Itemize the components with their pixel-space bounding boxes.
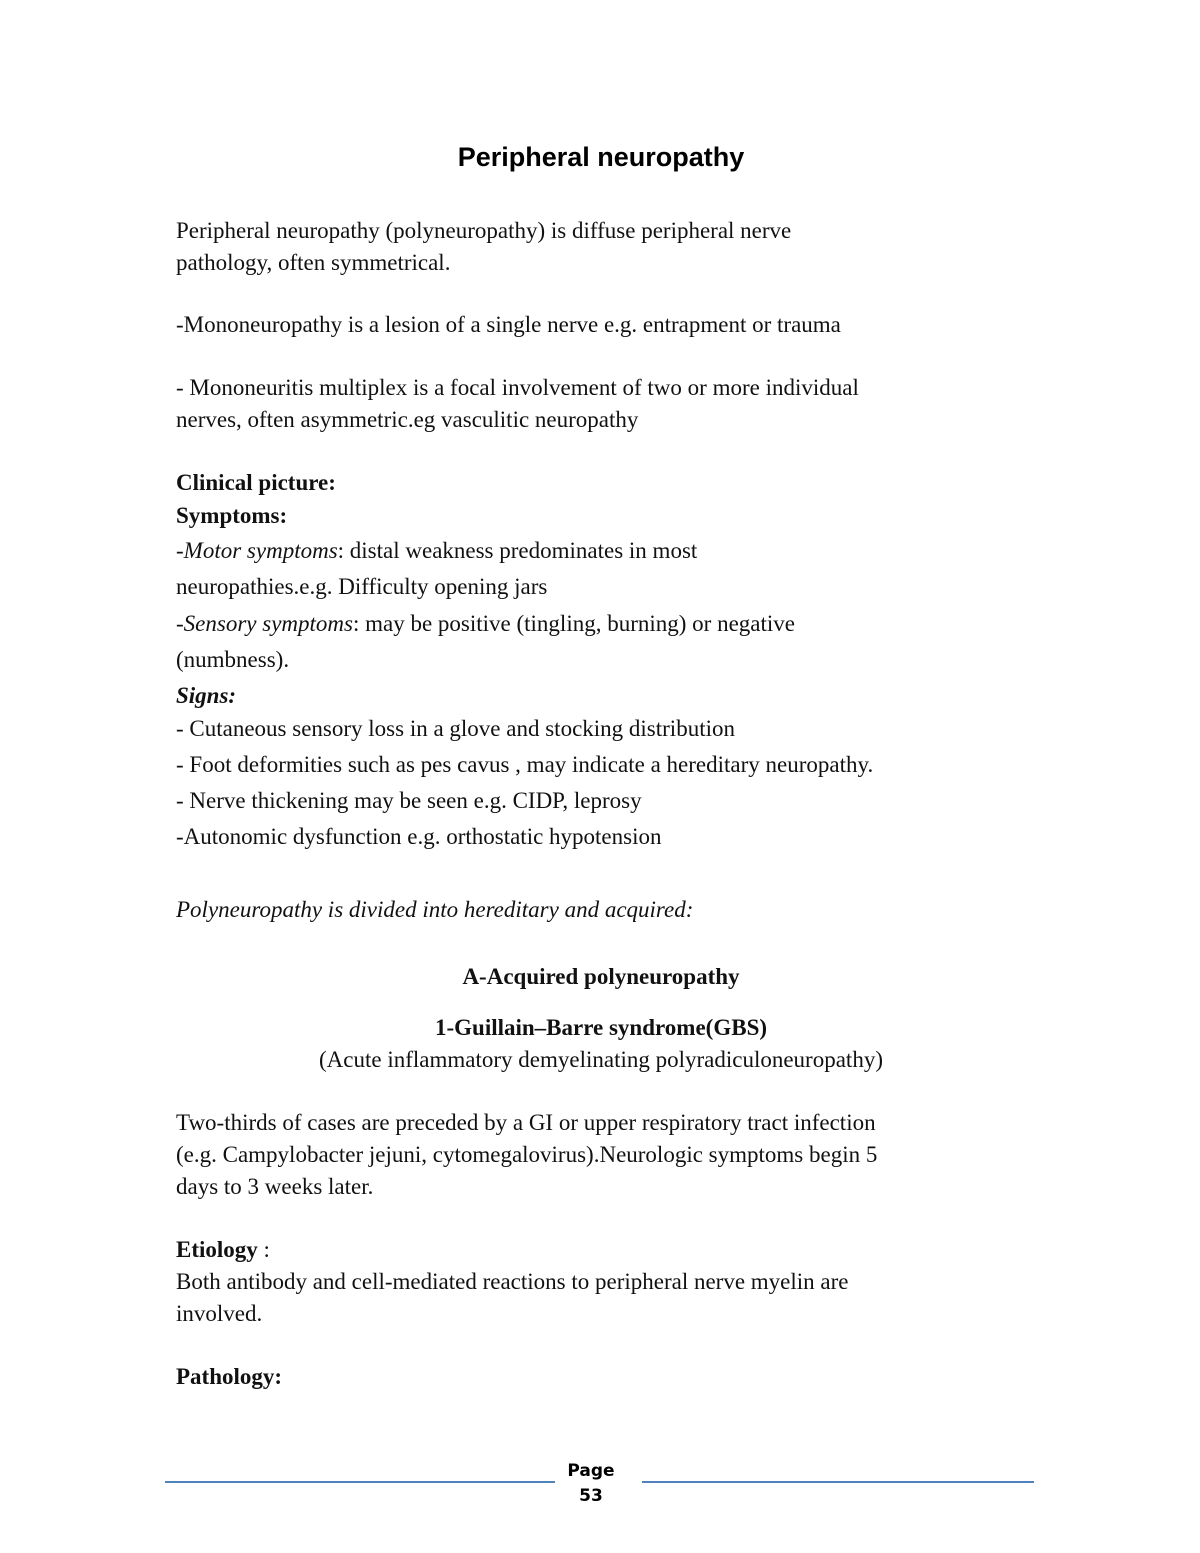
signs-heading: [176, 681, 236, 711]
sensory-symptoms-label: Sensory symptoms: [183, 611, 353, 636]
motor-symptoms-label: Motor symptoms: [183, 538, 338, 563]
intro-line-1: Peripheral neuropathy (polyneuropathy) is diffuse peripheral nerve: [176, 218, 792, 243]
etiology-colon: :: [257, 1237, 270, 1262]
footer-rule-left: [165, 1481, 555, 1483]
signs-label: Signs:: [176, 683, 237, 708]
sign-item: -Autonomic dysfunction e.g. orthostatic hypotension: [176, 824, 662, 849]
footer-rule-right: [642, 1481, 1034, 1483]
symptoms-heading: [176, 501, 287, 531]
pathology-heading: [176, 1362, 282, 1392]
sign-item: - Foot deformities such as pes cavus , may indicate a hereditary neuropathy.: [176, 752, 874, 777]
footer-page-number: 53: [579, 1486, 603, 1506]
sensory-prefix: -: [176, 611, 184, 636]
gbs-paragraph-line-2: (e.g. Campylobacter jejuni, cytomegalovirus).Neurologic symptoms begin 5: [176, 1142, 878, 1167]
intro-line-2: pathology, often symmetrical.: [176, 250, 451, 275]
sign-item: - Cutaneous sensory loss in a glove and stocking distribution: [176, 716, 735, 741]
pathology-label: Pathology:: [176, 1364, 283, 1389]
sensory-symptoms-line-2: (numbness).: [176, 647, 290, 672]
division-note-text: Polyneuropathy is divided into hereditary and acquired:: [176, 897, 694, 922]
gbs-label: 1-Guillain–Barre syndrome(GBS): [434, 1015, 768, 1040]
gbs-paragraph-line-1: Two-thirds of cases are preceded by a GI or upper respiratory tract infection: [176, 1110, 876, 1135]
division-note: [176, 895, 693, 925]
page-title: Peripheral neuropathy: [457, 142, 745, 172]
section-a-heading: [176, 962, 1026, 992]
motor-prefix: -: [176, 538, 184, 563]
mononeuropathy-text: -Mononeuropathy is a lesion of a single nerve e.g. entrapment or trauma: [176, 312, 841, 337]
gbs-subheading: (Acute inflammatory demyelinating polyradiculoneuropathy): [319, 1047, 883, 1072]
etiology-line-2: involved.: [176, 1301, 263, 1326]
sensory-symptoms-text: : may be positive (tingling, burning) or negative: [352, 611, 795, 636]
gbs-paragraph-line-3: days to 3 weeks later.: [176, 1174, 374, 1199]
footer-page-label: Page: [567, 1461, 615, 1481]
sign-item: - Nerve thickening may be seen e.g. CIDP, leprosy: [176, 788, 642, 813]
section-a-label: A-Acquired polyneuropathy: [462, 964, 740, 989]
symptoms-label: Symptoms:: [176, 503, 288, 528]
sensory-symptoms-line: [176, 609, 795, 639]
clinical-picture-heading: [176, 468, 336, 498]
mononeuritis-line-1: - Mononeuritis multiplex is a focal involvement of two or more individual: [176, 375, 859, 400]
etiology-label: Etiology: [176, 1237, 258, 1262]
motor-symptoms-text: : distal weakness predominates in most: [337, 538, 698, 563]
mononeuritis-line-2: nerves, often asymmetric.eg vasculitic neuropathy: [176, 407, 639, 432]
motor-symptoms-line: [176, 536, 697, 566]
gbs-heading: [176, 1013, 1026, 1043]
etiology-heading: [176, 1235, 270, 1265]
clinical-picture-label: Clinical picture:: [176, 470, 336, 495]
etiology-line-1: Both antibody and cell-mediated reactions to peripheral nerve myelin are: [176, 1269, 849, 1294]
motor-symptoms-line-2: neuropathies.e.g. Difficulty opening jars: [176, 574, 548, 599]
